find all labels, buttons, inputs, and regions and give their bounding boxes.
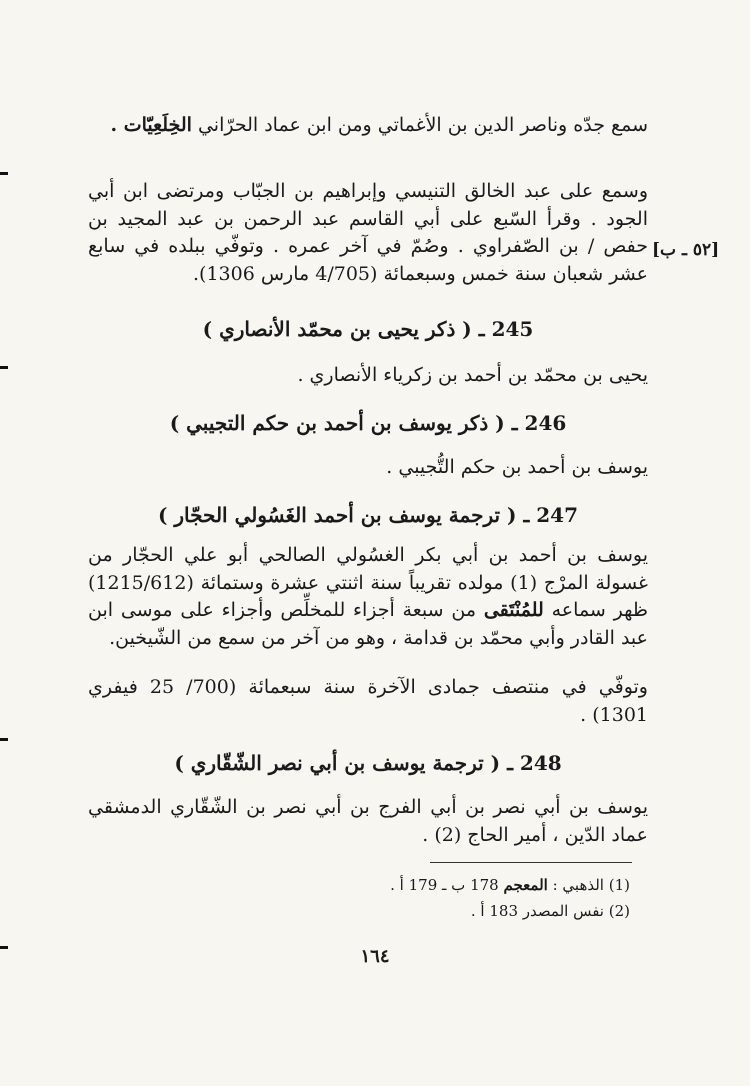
entry-heading-247: 247 ـ ( ترجمة يوسف بن أحمد الغَسُولي الحجّار ) (157, 503, 579, 527)
entry-text-247: يوسف بن أحمد بن أبي بكر الغسُولي الصالحي أبو علي الحجّار من غسولة المرْج (1) مولده تقريباً سنة اثنتي عشرة وستمائة (1215/612) ظهر سماعه للمُنْتَقى من سبعة أجزاء للمخلِّص وأجزاء على موسى ابن عبد القادر وأبي محمّد بن قدامة ، وهو من آخر من سمع من الشّيخين. (88, 544, 649, 649)
paragraph-hearings: وسمع على عبد الخالق التنيسي وإبراهيم بن الجبّاب ومرتضى ابن أبي الجود . وقرأ السّبع على أبي القاسم عبد الرحمن بن عبد المجيد بن حفص / بن الصّفراوي . وصُمّ في آخر عمره . وتوفّي ببلده في سابع عشر شعبان سنة خمس وسبعمائة (4/705 مارس 1306). (88, 180, 648, 285)
scan-edge-mark (0, 946, 8, 949)
scan-edge-mark (0, 738, 8, 741)
entry-text-248: يوسف بن أبي نصر بن أبي الفرج بن أبي نصر بن الشّقّاري الدمشقي عماد الدّين ، أمير الحاج (2) . (88, 796, 648, 846)
scan-edge-mark (0, 172, 8, 175)
entry-text-245: يحيى بن محمّد بن أحمد بن زكرياء الأنصاري . (297, 364, 648, 386)
bold-title-muntaqa: للمُنْتَقى (483, 599, 544, 621)
footnote-1: (1) الذهبي : المعجم 178 ب ـ 179 أ . (390, 876, 630, 894)
page-number: ١٦٤ (360, 946, 390, 967)
footnote-divider (430, 862, 632, 863)
entry-heading-246: 246 ـ ( ذكر يوسف بن أحمد بن حكم التجيبي ) (169, 411, 567, 435)
bold-title-khilaiyat: الخِلَعِيّات . (110, 114, 192, 136)
entry-text-247-death: وتوفّي في منتصف جمادى الآخرة سنة سبعمائة (700/ 25 فيفري 1301) . (88, 676, 648, 726)
entry-heading-248: 248 ـ ( ترجمة يوسف بن أبي نصر الشّقّاري ) (174, 751, 562, 775)
entry-heading-245: 245 ـ ( ذكر يحيى بن محمّد الأنصاري ) (202, 317, 534, 341)
entry-text-246: يوسف بن أحمد بن حكم التُّجيبي . (386, 456, 648, 478)
footnote-2: (2) نفس المصدر 183 أ . (470, 902, 630, 920)
paragraph-intro: سمع جدّه وناصر الدين بن الأغماتي ومن ابن عماد الحرّاني الخِلَعِيّات . (110, 114, 648, 136)
scan-edge-mark (0, 366, 8, 369)
margin-folio-note: [٥٢ ـ ب] (652, 240, 720, 260)
